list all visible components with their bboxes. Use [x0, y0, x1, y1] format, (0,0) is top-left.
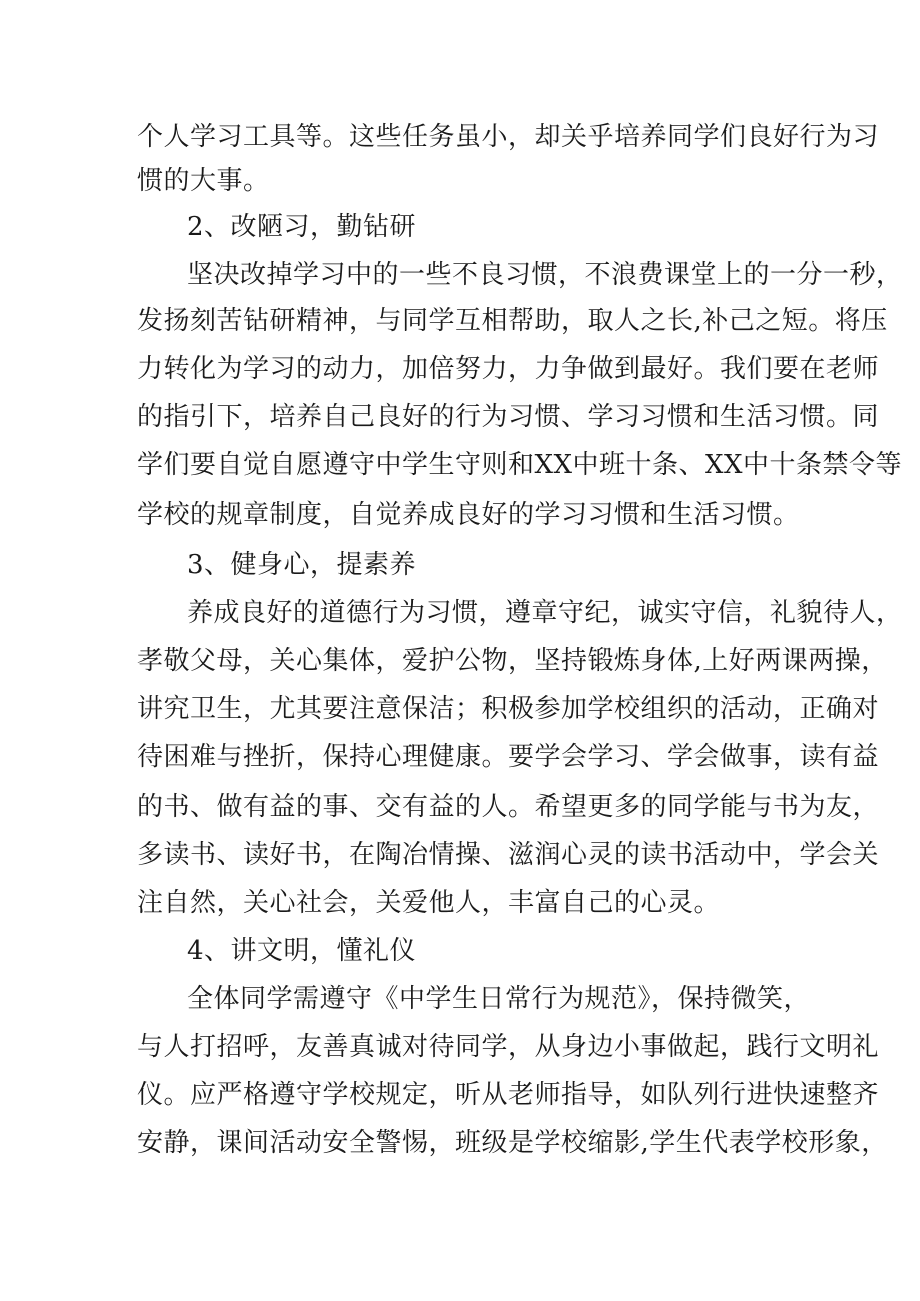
- body-line: 全体同学需遵守《中学生日常行为规范》，保持微笑，: [187, 984, 811, 1014]
- body-line: 仪。应严格遵守学校规定，听从老师指导，如队列行进快速整齐: [137, 1080, 880, 1110]
- body-line: 孝敬父母，关心集体，爱护公物，坚持锻炼身体,上好两课两操，: [137, 646, 888, 676]
- body-line: 讲究卫生，尤其要注意保洁；积极参加学校组织的活动，正确对: [137, 694, 880, 724]
- body-line: 待困难与挫折，保持心理健康。要学会学习、学会做事，读有益: [137, 742, 880, 772]
- body-line: 发扬刻苦钻研精神，与同学互相帮助，取人之长,补己之短。将压: [137, 306, 888, 336]
- body-line: 与人打招呼，友善真诚对待同学，从身边小事做起，践行文明礼: [137, 1032, 880, 1062]
- body-line: 学校的规章制度，自觉养成良好的学习习惯和生活习惯。: [137, 500, 800, 530]
- body-line: 养成良好的道德行为习惯，遵章守纪，诚实守信，礼貌待人，: [187, 598, 903, 628]
- body-line: 力转化为学习的动力，加倍努力，力争做到最好。我们要在老师: [137, 354, 880, 384]
- section-heading-2: 2、改陋习，勤钻研: [187, 212, 417, 242]
- body-line: 学们要自觉自愿遵守中学生守则和XX中班十条、XX中十条禁令等: [137, 450, 903, 480]
- body-line: 安静，课间活动安全警惕，班级是学校缩影,学生代表学校形象，: [137, 1128, 888, 1158]
- body-line: 惯的大事。: [137, 166, 270, 196]
- body-line: 的书、做有益的事、交有益的人。希望更多的同学能与书为友，: [137, 792, 880, 822]
- section-heading-3: 3、健身心，提素养: [187, 550, 417, 580]
- body-line: 注自然，关心社会，关爱他人，丰富自己的心灵。: [137, 888, 721, 918]
- body-line: 坚决改掉学习中的一些不良习惯，不浪费课堂上的一分一秒，: [187, 260, 903, 290]
- body-line: 个人学习工具等。这些任务虽小，却关乎培养同学们良好行为习: [137, 122, 880, 152]
- body-line: 多读书、读好书，在陶冶情操、滋润心灵的读书活动中，学会关: [137, 840, 880, 870]
- section-heading-4: 4、讲文明，懂礼仪: [187, 936, 417, 966]
- body-line: 的指引下，培养自己良好的行为习惯、学习习惯和生活习惯。同: [137, 402, 880, 432]
